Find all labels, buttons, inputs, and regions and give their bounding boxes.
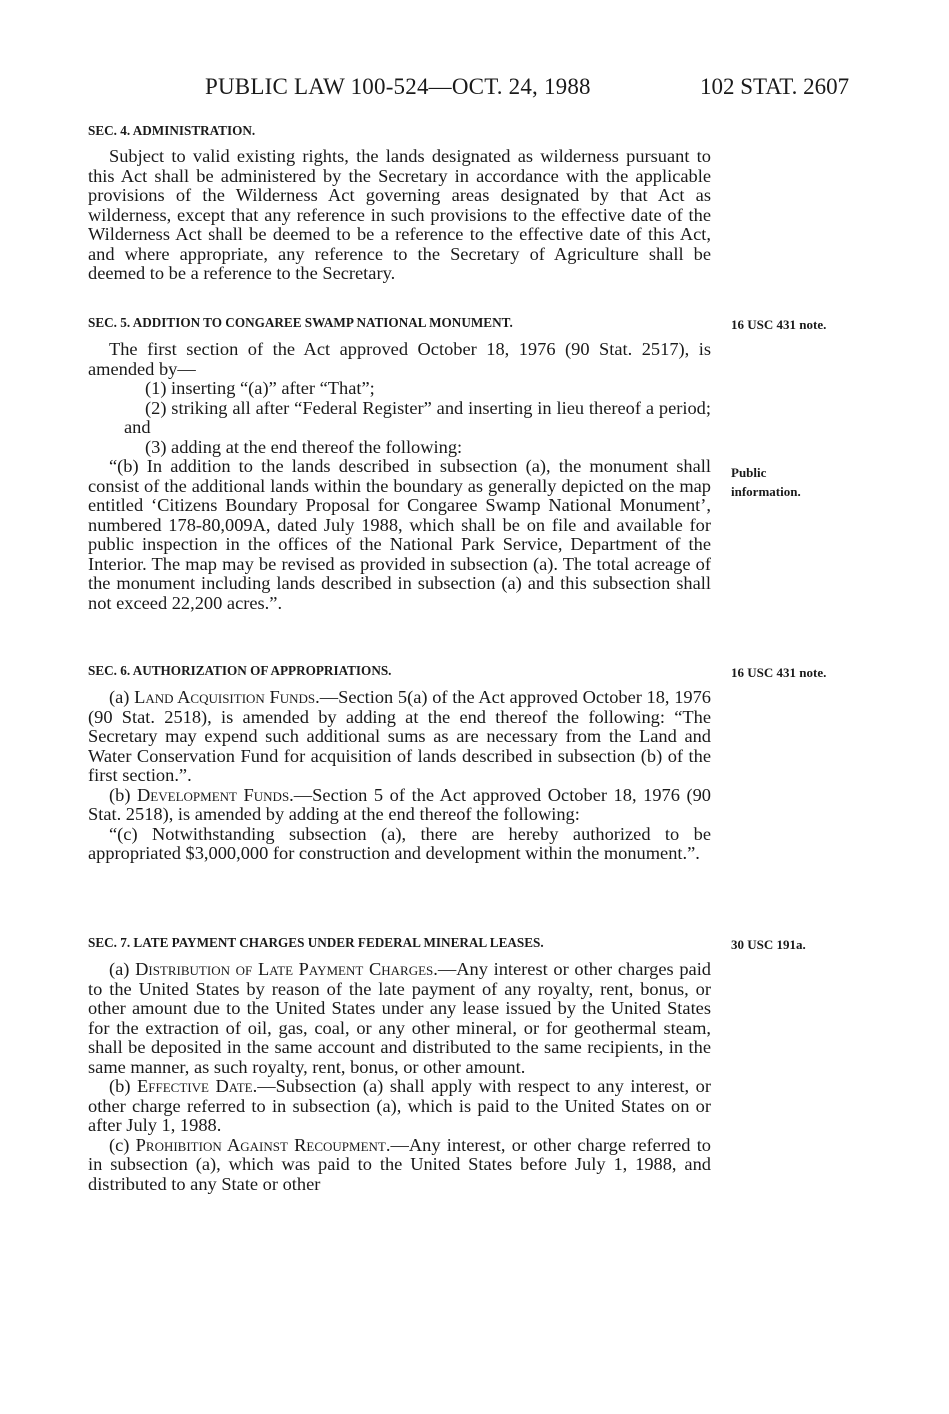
section-7-paragraph-c: (c) Prohibition Against Recoupment.—Any interest, or other charge referred to in subsection (a), which was paid to the United States before July 1, 1988, and distributed to any State or other bbox=[88, 1134, 712, 1194]
section-6-b-label: Development Funds. bbox=[137, 784, 294, 805]
section-7-c-text: —Any interest, or other charge referred to in subsection (a), which was paid to the United States before July 1, 1988, and distributed to any State or other bbox=[88, 1134, 712, 1194]
section-5-quote: “(b) In addition to the lands described in subsection (a), the monument shall consist of the additional lands within the boundary as generally depicted on the map entitled ‘Citizens Boundary Proposal for Congaree Swamp National Monument’, numbered 178-80,009A, dated July 1988, which shall be on file and available for public inspection in the offices of the National Park Service, Department of the Interior. The map may be revised as provided in subsection (a). The total acreage of the monument including lands described in subsection (a) and this subsection shall not exceed 22,200 acres.”. bbox=[88, 456, 711, 613]
section-7-paragraph-a: (a) Distribution of Late Payment Charges.—Any interest or other charges paid to the United States by reason of the late payment of any royalty, rent, bonus, or other amount due to the United States under any lease issued by the United States for the extraction of oil, gas, coal, or any other mineral, or for geothermal steam, shall be deposited in the same account and distributed to the same recipients, in the same manner, as such royalty, rent, bonus, or other amount. bbox=[88, 959, 712, 1077]
section-7-b-label: Effective Date. bbox=[137, 1076, 258, 1096]
section-7-body bbox=[88, 960, 711, 1194]
section-7-heading: SEC. 7. LATE PAYMENT CHARGES UNDER FEDERAL MINERAL LEASES. bbox=[88, 935, 544, 950]
section-5-margin-note: 16 USC 431 note. bbox=[731, 317, 827, 332]
page-header-stat: 102 STAT. 2607 bbox=[700, 74, 850, 99]
section-5-intro: The first section of the Act approved October 18, 1976 (90 Stat. 2517), is amended by— bbox=[88, 339, 711, 379]
section-5-item-2: (2) striking all after “Federal Register” and inserting in lieu thereof a period; and bbox=[124, 397, 711, 437]
section-4-heading: SEC. 4. ADMINISTRATION. bbox=[88, 123, 256, 138]
section-6-paragraph-a: (a) Land Acquisition Funds.—Section 5(a) of the Act approved October 18, 1976 (90 Stat. 2518), is amended by adding at the end thereof the following: “The Secretary may expend such additional sums as are necessary from the Land and Water Conservation Fund for acquisition of lands described in subsection (b) of the first section.”. bbox=[88, 687, 711, 785]
section-6-paragraph-b: (b) Development Funds.—Section 5 of the Act approved October 18, 1976 (90 Stat. 2518), is amended by adding at the end thereof the following: bbox=[88, 784, 711, 824]
section-4-body bbox=[88, 147, 711, 284]
section-4-text: Subject to valid existing rights, the lands designated as wilderness pursuant to this Act shall be administered by the Secretary in accordance with the applicable provisions of the Wilderness Act governing areas designated by that Act as wilderness, except that any reference in such provisions to the effective date of the Wilderness Act shall be deemed to be a reference to the effective date of this Act, and where appropriate, any reference to the Secretary of Agriculture shall be deemed to be a reference to the Secretary. bbox=[88, 146, 711, 283]
section-7-a-text: —Any interest or other charges paid to the United States by reason of the late payment of any royalty, rent, bonus, or other amount due to the United States under any lease issued by the United States for the extraction of oil, gas, coal, or any other mineral, or for geothermal steam, shall be deposited in the same account and distributed to the same recipients, in the same manner, as such royalty, rent, bonus, or other amount. bbox=[88, 959, 712, 1077]
section-6-body bbox=[88, 688, 711, 864]
section-7-paragraph-b: (b) Effective Date.—Subsection (a) shall apply with respect to any interest, or other charge referred to in subsection (a), which is paid to the United States on or after July 1, 1988. bbox=[88, 1076, 711, 1135]
page-header-title: PUBLIC LAW 100-524—OCT. 24, 1988 bbox=[205, 74, 591, 99]
section-5-item-1: (1) inserting “(a)” after “That”; bbox=[145, 378, 375, 398]
section-5-body bbox=[88, 340, 711, 613]
section-6-b-text: —Section 5 of the Act approved October 18, 1976 (90 Stat. 2518), is amended by adding at the end thereof the following: bbox=[88, 784, 711, 824]
section-7-c-label: Prohibition Against Recoupment. bbox=[135, 1134, 391, 1155]
section-7-margin-note: 30 USC 191a. bbox=[731, 937, 806, 952]
section-6-a-text: —Section 5(a) of the Act approved October 18, 1976 (90 Stat. 2518), is amended by adding at the end thereof the following: “The Secretary may expend such additional sums as are necessary from the Land and Water Conservation Fund for acquisition of lands described in subsection (b) of the first section.”. bbox=[88, 687, 711, 785]
section-6-margin-note: 16 USC 431 note. bbox=[731, 665, 827, 680]
section-6-heading: SEC. 6. AUTHORIZATION OF APPROPRIATIONS. bbox=[88, 663, 392, 678]
section-6-paragraph-c: “(c) Notwithstanding subsection (a), there are hereby authorized to be appropriated $3,000,000 for construction and development within the monument.”. bbox=[88, 823, 711, 863]
section-6-a-label: Land Acquisition Funds. bbox=[134, 687, 320, 707]
section-7-a-label: Distribution of Late Payment Charges. bbox=[135, 959, 438, 979]
section-5-heading: SEC. 5. ADDITION TO CONGAREE SWAMP NATIONAL MONUMENT. bbox=[88, 315, 513, 330]
section-5-margin-note-2: Public information. bbox=[731, 465, 801, 499]
section-5-item-3: (3) adding at the end thereof the following: bbox=[145, 436, 463, 457]
section-7-b-text: —Subsection (a) shall apply with respect to any interest, or other charge referred to in subsection (a), which is paid to the United States on or after July 1, 1988. bbox=[88, 1076, 711, 1135]
